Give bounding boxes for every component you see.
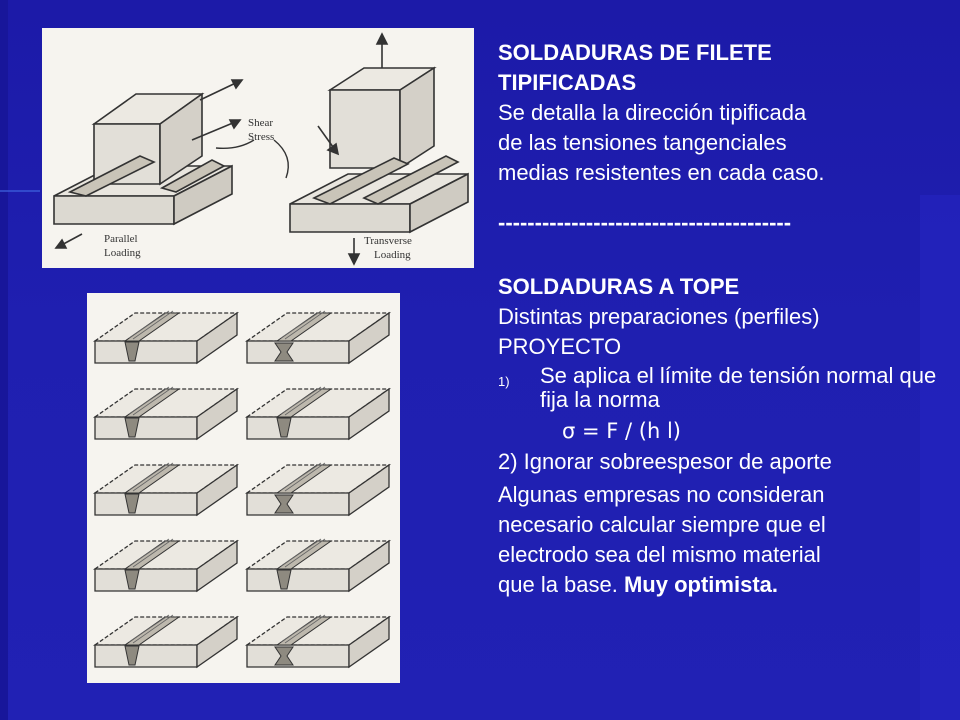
stress-formula: σ = F / (h l) bbox=[562, 419, 681, 443]
note-line1: Algunas empresas no consideran bbox=[498, 482, 825, 507]
slide-text bbox=[498, 38, 938, 600]
fillet-title-line2: TIPIFICADAS bbox=[498, 70, 637, 95]
fillet-title-line1: SOLDADURAS DE FILETE bbox=[498, 40, 772, 65]
note-line2: necesario calcular siempre que el bbox=[498, 512, 826, 537]
list-item-1 bbox=[498, 364, 938, 412]
note-line4-bold: Muy optimista. bbox=[623, 572, 778, 597]
butt-desc: Distintas preparaciones (perfiles) bbox=[498, 304, 820, 329]
left-band bbox=[0, 0, 8, 720]
butt-title: SOLDADURAS A TOPE bbox=[498, 274, 740, 299]
fillet-weld-diagram bbox=[42, 28, 474, 268]
note-line3: electrodo sea del mismo material bbox=[498, 542, 821, 567]
transverse-label-1: Transverse bbox=[364, 235, 412, 247]
shear-label-2: Stress bbox=[248, 131, 275, 143]
weld-specimen bbox=[95, 539, 237, 591]
weld-specimen bbox=[247, 463, 389, 515]
list-item-1-text: Se aplica el límite de tensión normal que fija la norma bbox=[540, 363, 937, 412]
note-line4 bbox=[498, 570, 938, 600]
fillet-desc-line1: Se detalla la dirección tipificada bbox=[498, 100, 807, 125]
divider: ---------------------------------------- bbox=[498, 210, 792, 235]
note-line4-prefix: que la base. bbox=[498, 572, 624, 597]
shear-label-1: Shear bbox=[248, 117, 274, 129]
parallel-label-2: Loading bbox=[104, 247, 141, 259]
weld-specimen bbox=[95, 463, 237, 515]
weld-specimen bbox=[95, 615, 237, 667]
butt-weld-preparations-diagram bbox=[87, 293, 400, 683]
list-item-1-number: 1) bbox=[498, 374, 510, 389]
decor-line bbox=[0, 190, 40, 192]
project-label: PROYECTO bbox=[498, 334, 622, 359]
weld-specimen bbox=[95, 311, 237, 363]
parallel-label-1: Parallel bbox=[104, 233, 138, 245]
fillet-desc-line2: de las tensiones tangenciales bbox=[498, 130, 787, 155]
weld-specimen bbox=[95, 387, 237, 439]
transverse-label-2: Loading bbox=[374, 249, 411, 261]
weld-specimen bbox=[247, 311, 389, 363]
weld-specimen bbox=[247, 539, 389, 591]
list-item-2: 2) Ignorar sobreespesor de aporte bbox=[498, 449, 832, 474]
weld-specimen bbox=[247, 615, 389, 667]
fillet-desc-line3: medias resistentes en cada caso. bbox=[498, 160, 825, 185]
weld-specimen bbox=[247, 387, 389, 439]
